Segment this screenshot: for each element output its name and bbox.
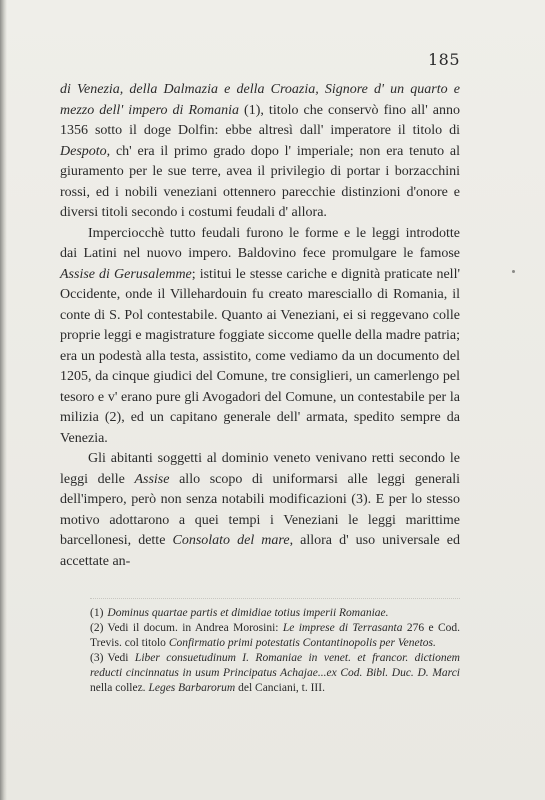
text-run: Gli abitanti soggetti al dominio veneto venivano retti secondo le leggi delle bbox=[60, 451, 460, 487]
text-run: Imperciocchè tutto feudali furono le forme e le leggi introdotte dai Latini nel nuovo impero. Baldovino fece promulgare le famose bbox=[60, 225, 460, 261]
paragraph bbox=[60, 80, 460, 224]
paragraph bbox=[60, 224, 460, 450]
margin-speck bbox=[512, 270, 515, 273]
italic-text: Leges Barbarorum bbox=[148, 682, 236, 694]
text-run: , allora d' uso universale ed accettate an- bbox=[60, 533, 461, 569]
body-text bbox=[60, 80, 460, 572]
italic-text: Confirmatio primi potestatis Contantinopolis per Venetos. bbox=[168, 637, 436, 649]
italic-text: Assise di Gerusalemme bbox=[60, 266, 192, 282]
text-run: 276 e Cod. Trevis. col titolo bbox=[90, 622, 460, 649]
paragraph bbox=[60, 449, 460, 572]
italic-text: Consolato del mare bbox=[172, 533, 290, 548]
footnotes bbox=[90, 606, 460, 696]
footnote bbox=[90, 621, 460, 651]
footnote-label: (2) bbox=[90, 622, 104, 634]
text-run: del Canciani, t. III. bbox=[235, 682, 325, 694]
footnote-separator bbox=[90, 598, 460, 599]
italic-text: Liber consuetudinum I. Romaniae in venet. et francor. dictionem reducti cincinnatus in usum Principatus Achajae...ex Cod. Bibl. Duc. D. Marci bbox=[90, 652, 460, 679]
text-run: nella collez. bbox=[90, 682, 149, 694]
italic-text: Dominus quartae partis et dimidiae totius imperii Romaniae. bbox=[107, 607, 389, 619]
text-run: allo scopo di uniformarsi alle leggi generali dell'impero, però non senza notabili modificazioni (3). E per lo stesso motivo adottarono a quei tempi i Veneziani le leggi marittime barcellonesi, dette bbox=[60, 471, 461, 548]
page-gutter-shadow bbox=[0, 0, 7, 800]
footnote bbox=[90, 651, 460, 696]
italic-text: Le imprese di Terrasanta bbox=[282, 622, 403, 634]
text-run: ; istitui le stesse cariche e dignità praticate nell' Occidente, onde il Villehardouin fu creato maresciallo di Romania, il conte di S. Pol contestabile. Quanto ai Veneziani, ei si reggevano colle proprie leggi e magistrature foggiate siccome quelle della madre patria; era un podestà alla testa, assistito, come vediamo da un documento del 1205, da cinque giudici del Comune, tre consiglieri, un camerlengo pel tesoro e v' erano pure gli Avogadori del Comune, un contestabile per la milizia (2), ed un capitano generale dell' armata, spedito sempre da Venezia. bbox=[60, 266, 460, 446]
italic-text: Despoto bbox=[60, 143, 107, 159]
text-run: , ch' era il primo grado dopo l' imperiale; non era tenuto al giuramento per le sue terre, avea il privilegio di portar i borzacchini rossi, ed i nobili veneziani ottennero parecchie distinzioni d'onore e diversi titoli secondo i costumi feudali d' allora. bbox=[60, 143, 460, 220]
text-run: (1), titolo che conservò fino all' anno 1356 sotto il doge Dolfin: ebbe altresì dall' imperatore il titolo di bbox=[60, 102, 460, 138]
footnote bbox=[90, 606, 460, 621]
italic-text: di Venezia, della Dalmazia e della Croazia, Signore d' un quarto e mezzo dell' impero di Romania bbox=[60, 82, 460, 118]
footnote-label: (3) bbox=[90, 652, 104, 664]
footnote-label: (1) bbox=[90, 607, 104, 619]
page-number: 185 bbox=[427, 50, 460, 69]
text-run: Vedi il docum. in Andrea Morosini: bbox=[107, 622, 283, 634]
italic-text: Assise bbox=[134, 471, 170, 487]
text-run: Vedi bbox=[107, 652, 135, 664]
